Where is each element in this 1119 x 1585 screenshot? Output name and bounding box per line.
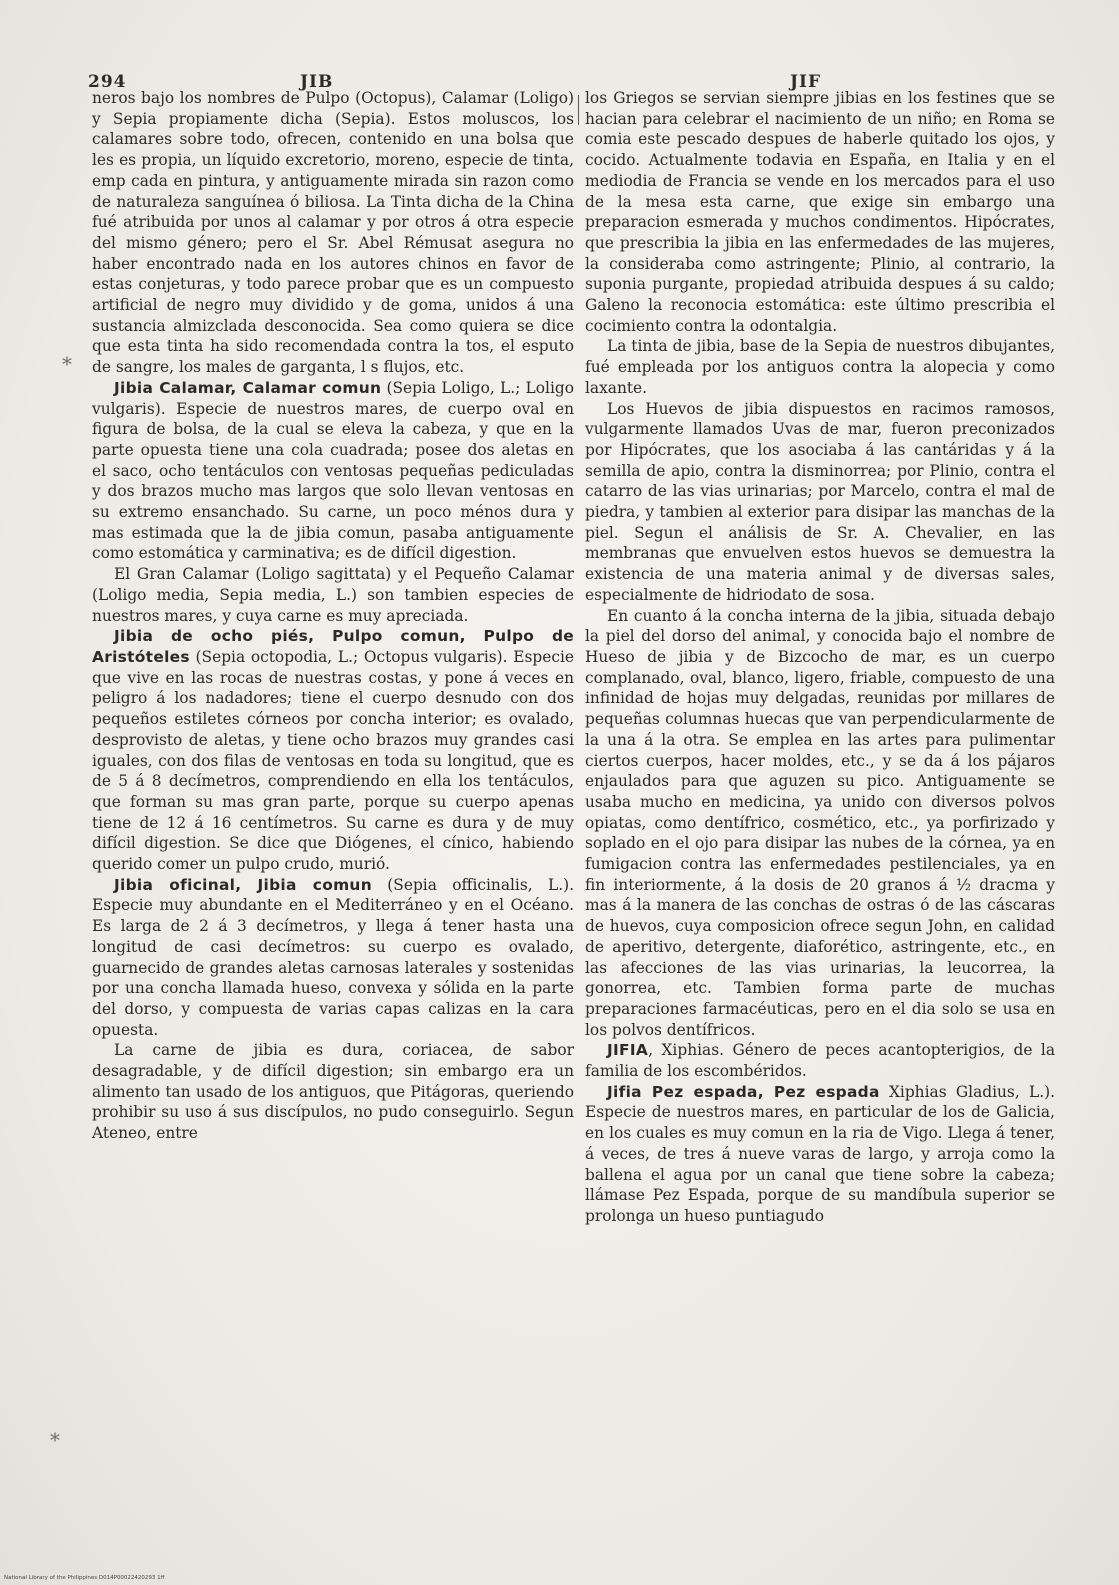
- paragraph-text: , Xiphias. Género de peces acantopterigios, de la familia de los escombéridos.: [585, 1041, 1055, 1081]
- column-rule: [578, 95, 579, 125]
- paragraph: [585, 399, 1055, 606]
- paragraph: [585, 1082, 1055, 1227]
- paragraph: [585, 88, 1055, 336]
- paragraph: [585, 336, 1055, 398]
- paragraph-text: La carne de jibia es dura, coriacea, de sabor desagradable, y de difícil digestion; sin embargo era un alimento tan usado de los antiguos, que Pitágoras, queriendo prohibir su uso á sus discípulos, no pudo conseguirlo. Segun Ateneo, entre: [92, 1041, 574, 1143]
- paragraph-text: La tinta de jibia, base de la Sepia de nuestros dibujantes, fué empleada por los antiguos contra la alopecia y como laxante.: [585, 337, 1055, 397]
- paragraph-text: (Sepia octopodia, L.; Octopus vulgaris). Especie que vive en las rocas de nuestras costas, y pone á veces en peligro á los nadadores; tiene el cuerpo desnudo con dos pequeños estiletes córneos por concha interior; es ovalado, desprovisto de aletas, y tiene ocho brazos muy grandes casi iguales, con dos filas de ventosas en toda su longitud, que es de 5 á 8 decímetros, comprendiendo en ella los tentáculos, que forman su mas gran parte, porque su cuerpo apenas tiene de 12 á 16 centímetros. Su carne es dura y de muy difícil digestion. Se dice que Diógenes, el cínico, habiendo querido comer un pulpo crudo, murió.: [92, 647, 574, 874]
- margin-mark: *: [50, 1428, 60, 1452]
- paragraph: [585, 1040, 1055, 1081]
- margin-mark: *: [62, 352, 72, 376]
- paragraph-text: Xiphias Gladius, L.). Especie de nuestros mares, en particular de los de Galicia, en los cuales es muy comun en la ria de Vigo. Llega á tener, á veces, de tres á nueve varas de largo, y arroja como la ballena el agua por un canal que tiene sobre la cabeza; llámase Pez Espada, porque de su mandíbula superior se prolonga un hueso puntiagudo: [585, 1082, 1055, 1225]
- paragraph-text: (Sepia officinalis, L.). Especie muy abundante en el Mediterráneo y en el Océano. Es larga de 2 á 3 decímetros, y llega á tener hasta una longitud de casi decímetros: su cuerpo es ovalado, guarnecido de grandes aletas carnosas laterales y sostenidas por una concha llamada hueso, convexa y sólida en la parte del dorso, y compuesta de varias capas calizas en la cara opuesta.: [92, 875, 574, 1039]
- entry-headword: Jifia Pez espada, Pez espada: [607, 1082, 880, 1101]
- entry-headword: Jibia de ocho piés, Pulpo comun, Pulpo de Aristóteles: [92, 627, 574, 666]
- right-column: [585, 88, 1055, 1227]
- paragraph: [92, 378, 574, 564]
- paragraph-text: los Griegos se servian siempre jibias en los festines que se hacian para celebrar el nacimiento de un niño; en Roma se comia este pescado despues de haberle quitado los ojos, y cocido. Actualmente todavia en España, en Italia y en el mediodia de Francia se vende en los mercados para el uso de la mesa esta carne, que exige sin embargo una preparacion esmerada y muchos condimentos. Hipócrates, que prescribia la jibia en las enfermedades de las mujeres, la consideraba como astringente; Plinio, al contrario, la suponia purgante, propiedad atribuida despues á su caldo; Galeno la reconocia estomática: este último prescribia el cocimiento contra la odontalgia.: [585, 89, 1055, 335]
- paragraph-text: (Sepia Loligo, L.; Loligo vulgaris). Especie de nuestros mares, de cuerpo oval en figura de bolsa, de la cual se eleva la cabeza, y que en la parte opuesta tiene una cola cuadrada; posee dos aletas en el saco, ocho tentáculos con ventosas pequeñas pediculadas y dos brazos mucho mas largos que solo llevan ventosas en su extremo ensanchado. Su carne, un poco ménos dura y mas estimada que la de jibia comun, pasaba antiguamente como estomática y carminativa; es de difícil digestion.: [92, 378, 575, 563]
- paragraph: [585, 606, 1055, 1041]
- paragraph: [92, 626, 574, 874]
- paragraph-text: Los Huevos de jibia dispuestos en racimos ramosos, vulgarmente llamados Uvas de mar, fueron preconizados por Hipócrates, que los asociaba á las cantáridas y á la semilla de apio, contra la disminorrea; por Plinio, contra el catarro de las vias urinarias; por Marcelo, contra el mal de piedra, y tambien al exterior para disipar las manchas de la piel. Segun el análisis de Sr. A. Chevalier, en las membranas que envuelven estos huevos se demuestra la existencia de una materia animal y de diversas sales, especialmente de hidriodato de sosa.: [585, 399, 1055, 604]
- paragraph-text: En cuanto á la concha interna de la jibia, situada debajo la piel del dorso del animal, y conocida bajo el nombre de Hueso de jibia y de Bizcocho de mar, es un cuerpo complanado, oval, blanco, ligero, friable, compuesto de una infinidad de hojas muy delgadas, reunidas por millares de pequeñas columnas huecas que van perpendicularmente de la una á la otra. Se emplea en las artes para pulimentar ciertos cuerpos, hacer moldes, etc., y se da á los pájaros enjaulados para que aguzen su pico. Antiguamente se usaba mucho en medicina, ya unido con diversos polvos opiatas, como dentífrico, cosmético, etc., ya porfirizado y soplado en el ojo para disipar las nubes de la córnea, ya en fumigacion contra las enfermedades pestilenciales, ya en fin interiormente, á la dosis de 20 granos á ½ dracma y mas á la manera de las conchas de ostras ó de las cáscaras de huevos, cuya composicion ofrece segun John, en calidad de aperitivo, detergente, diaforético, astringente, etc., en las afecciones de las vias urinarias, la leucorrea, la gonorrea, etc. Tambien forma parte de muchas preparaciones farmacéuticas, pero en el dia solo se usa en los polvos dentífricos.: [585, 606, 1055, 1039]
- page-number: 294: [88, 72, 127, 92]
- paragraph: [92, 875, 574, 1041]
- entry-headword: Jibia Calamar, Calamar comun: [114, 378, 382, 397]
- paragraph: [92, 564, 574, 626]
- paragraph-text: El Gran Calamar (Loligo sagittata) y el Pequeño Calamar (Loligo media, Sepia media, L.) son tambien especies de nuestros mares, y cuya carne es muy apreciada.: [92, 565, 574, 625]
- left-column: [92, 88, 574, 1144]
- paragraph: [92, 1040, 574, 1144]
- paragraph: [92, 88, 574, 378]
- library-footer: National Library of the Philippines D014P00022420293 1ff: [4, 1575, 165, 1581]
- paragraph-text: neros bajo los nombres de Pulpo (Octopus), Calamar (Loligo) y Sepia propiamente dicha (Sepia). Estos moluscos, los calamares sobre todo, ofrecen, contenido en una bolsa que les es propia, un líquido excretorio, moreno, especie de tinta, emp cada en pintura, y antiguamente mirada sin razon como de naturaleza sanguínea ó biliosa. La Tinta dicha de la China fué atribuida por unos al calamar y por otros á otra especie del mismo género; pero el Sr. Abel Rémusat asegura no haber encontrado nada en los autores chinos en favor de estas conjeturas, y todo parece probar que es un compuesto artificial de negro muy dividido y de goma, unidos á una sustancia almizclada desconocida. Sea como quiera se dice que esta tinta ha sido recomendada contra la tos, el esputo de sangre, los males de garganta, l s flujos, etc.: [92, 89, 574, 377]
- entry-headword: JIFIA: [607, 1041, 649, 1060]
- entry-headword: Jibia oficinal, Jibia comun: [114, 875, 372, 894]
- running-head-right: JIF: [790, 72, 822, 92]
- running-head-left: JIB: [300, 72, 334, 92]
